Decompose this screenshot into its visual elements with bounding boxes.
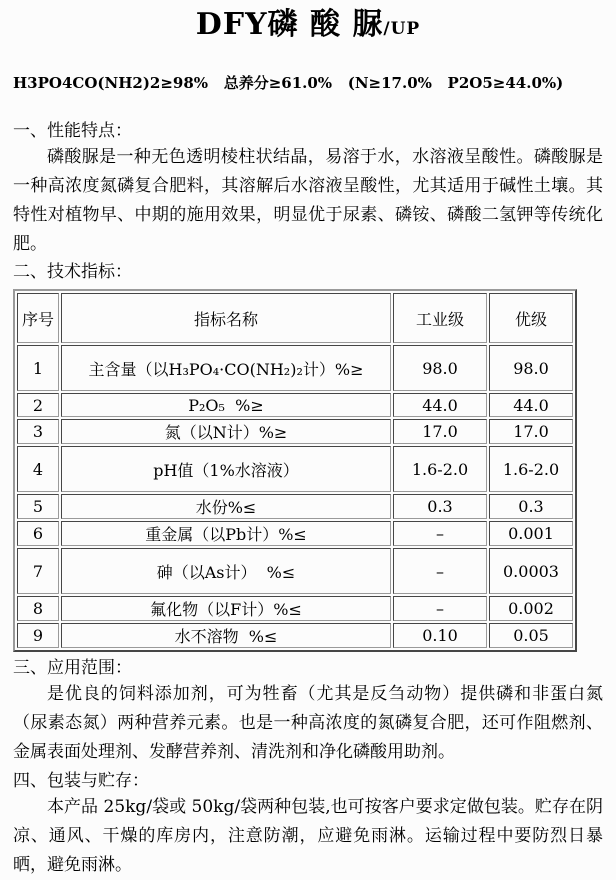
- cell-premium: 1.6-2.0: [489, 446, 573, 492]
- cell-no: 3: [17, 419, 59, 444]
- table-row: [17, 494, 573, 519]
- column-header-premium: 优级: [489, 293, 573, 343]
- cell-industrial: 98.0: [393, 345, 487, 391]
- document-page: [0, 4, 616, 880]
- cell-industrial: –: [393, 521, 487, 546]
- section-heading-packaging: 四、包装与贮存：: [13, 771, 149, 791]
- table-row: [17, 446, 573, 492]
- chemical-spec-line: H3PO4CO(NH2)2≥98% 总养分≥61.0% (N≥17.0% P2O5≥44.0%): [13, 74, 564, 92]
- cell-industrial: 44.0: [393, 393, 487, 417]
- cell-premium: 0.0003: [489, 548, 573, 594]
- cell-premium: 0.05: [489, 623, 573, 648]
- cell-name: 水份%≤: [61, 494, 391, 519]
- technical-specs-table: [13, 289, 577, 652]
- cell-no: 6: [17, 521, 59, 546]
- section-heading-technical: 二、技术指标：: [13, 262, 132, 282]
- cell-no: 4: [17, 446, 59, 492]
- cell-name: 水不溶物 %≤: [61, 623, 391, 648]
- cell-name: 主含量（以H₃PO₄·CO(NH₂)₂计）%≥: [61, 345, 391, 391]
- table-row: [17, 521, 573, 546]
- cell-no: 9: [17, 623, 59, 648]
- cell-no: 1: [17, 345, 59, 391]
- cell-industrial: –: [393, 548, 487, 594]
- title-suffix: /UP: [383, 19, 421, 39]
- application-paragraph: 是优良的饲料添加剂，可为牲畜（尤其是反刍动物）提供磷和非蛋白氮（尿素态氮）两种营养元素。也是一种高浓度的氮磷复合肥，还可作阻燃剂、金属表面处理剂、发酵营养剂、清洗剂和净化磷酸用助剂。: [13, 684, 603, 762]
- column-header-no: 序号: [17, 293, 59, 343]
- cell-industrial: –: [393, 596, 487, 621]
- title-main: DFY磷 酸 脲: [195, 7, 384, 42]
- column-header-industrial: 工业级: [393, 293, 487, 343]
- cell-no: 2: [17, 393, 59, 417]
- table-row: [17, 345, 573, 391]
- cell-name: P₂O₅ %≥: [61, 393, 391, 417]
- table-row: [17, 419, 573, 444]
- section-heading-application: 三、应用范围：: [13, 658, 132, 678]
- section-heading-performance: 一、性能特点：: [13, 121, 132, 141]
- performance-paragraph: 磷酸脲是一种无色透明棱柱状结晶，易溶于水，水溶液呈酸性。磷酸脲是一种高浓度氮磷复合肥料，其溶解后水溶液呈酸性，尤其适用于碱性土壤。其特性对植物早、中期的施用效果，明显优于尿素、磷铵、磷酸二氢钾等传统化肥。: [13, 147, 603, 254]
- table-row: [17, 596, 573, 621]
- cell-premium: 0.001: [489, 521, 573, 546]
- cell-industrial: 17.0: [393, 419, 487, 444]
- cell-premium: 44.0: [489, 393, 573, 417]
- column-header-name: 指标名称: [61, 293, 391, 343]
- page-title: [13, 4, 603, 50]
- cell-no: 7: [17, 548, 59, 594]
- cell-no: 5: [17, 494, 59, 519]
- cell-name: 砷（以As计） %≤: [61, 548, 391, 594]
- cell-no: 8: [17, 596, 59, 621]
- cell-premium: 98.0: [489, 345, 573, 391]
- table-header-row: [17, 293, 573, 343]
- cell-name: pH值（1%水溶液）: [61, 446, 391, 492]
- cell-premium: 0.002: [489, 596, 573, 621]
- cell-premium: 0.3: [489, 494, 573, 519]
- cell-premium: 17.0: [489, 419, 573, 444]
- cell-name: 重金属（以Pb计）%≤: [61, 521, 391, 546]
- cell-industrial: 0.3: [393, 494, 487, 519]
- cell-industrial: 1.6-2.0: [393, 446, 487, 492]
- cell-industrial: 0.10: [393, 623, 487, 648]
- packaging-paragraph: 本产品 25kg/袋或 50kg/袋两种包装,也可按客户要求定做包装。贮存在阴凉、通风、干燥的库房内，注意防潮，应避免雨淋。运输过程中要防烈日暴晒，避免雨淋。: [13, 797, 603, 875]
- table-row: [17, 548, 573, 594]
- table-row: [17, 623, 573, 648]
- table-row: [17, 393, 573, 417]
- cell-name: 氮（以N计）%≥: [61, 419, 391, 444]
- cell-name: 氟化物（以F计）%≤: [61, 596, 391, 621]
